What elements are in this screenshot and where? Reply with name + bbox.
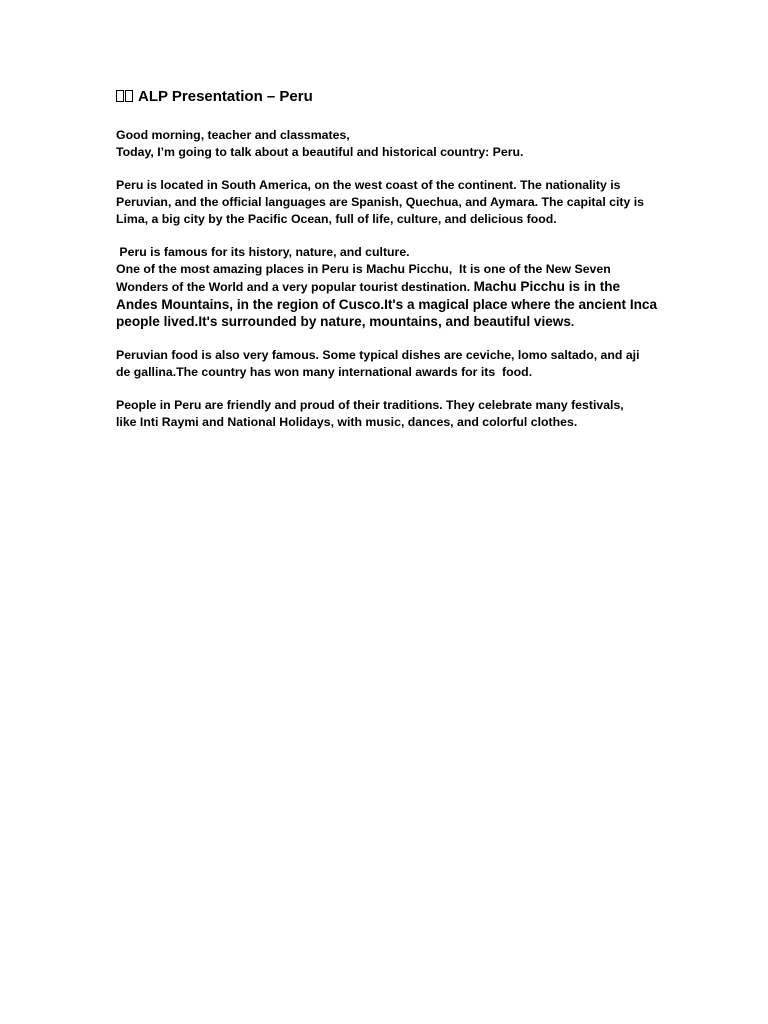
- flag-icon: [116, 87, 135, 100]
- text-line: Lima, a big city by the Pacific Ocean, full of life, culture, and delicious food.: [116, 212, 557, 226]
- text-line: Peru is located in South America, on the west coast of the continent. The nationality is: [116, 178, 621, 192]
- people-paragraph: [116, 397, 661, 431]
- text-segment-large: Machu Picchu is in the: [473, 279, 621, 294]
- text-line: One of the most amazing places in Peru is Machu Picchu, It is one of the New Seven: [116, 262, 611, 276]
- location-paragraph: [116, 177, 661, 228]
- text-line: People in Peru are friendly and proud of their traditions. They celebrate many festivals,: [116, 398, 624, 412]
- greeting-paragraph: [116, 127, 661, 161]
- text-line: [116, 313, 661, 331]
- food-paragraph: [116, 347, 661, 381]
- text-line: like Inti Raymi and National Holidays, with music, dances, and colorful clothes.: [116, 415, 578, 429]
- text-line-large: Andes Mountains, in the region of Cusco.It's a magical place where the ancient Inca: [116, 297, 658, 312]
- text-line: Today, I’m going to talk about a beautiful and historical country: Peru.: [116, 145, 524, 159]
- document-title: [116, 86, 661, 108]
- text-line: [116, 278, 661, 296]
- text-segment: .: [570, 315, 575, 329]
- document-body: [116, 86, 661, 447]
- text-line: Good morning, teacher and classmates,: [116, 128, 350, 142]
- text-segment-large: people lived.It's surrounded by nature, mountains, and beautiful views: [116, 314, 571, 329]
- text-line: Peruvian food is also very famous. Some typical dishes are ceviche, lomo saltado, and aji: [116, 348, 640, 362]
- text-line: Peru is famous for its history, nature, and culture.: [116, 245, 410, 259]
- machu-picchu-paragraph: [116, 244, 661, 331]
- text-line: de gallina.The country has won many international awards for its food.: [116, 365, 533, 379]
- title-text: ALP Presentation – Peru: [138, 88, 313, 105]
- text-segment: Wonders of the World and a very popular tourist destination.: [116, 280, 474, 294]
- text-line: Peruvian, and the official languages are Spanish, Quechua, and Aymara. The capital city is: [116, 195, 645, 209]
